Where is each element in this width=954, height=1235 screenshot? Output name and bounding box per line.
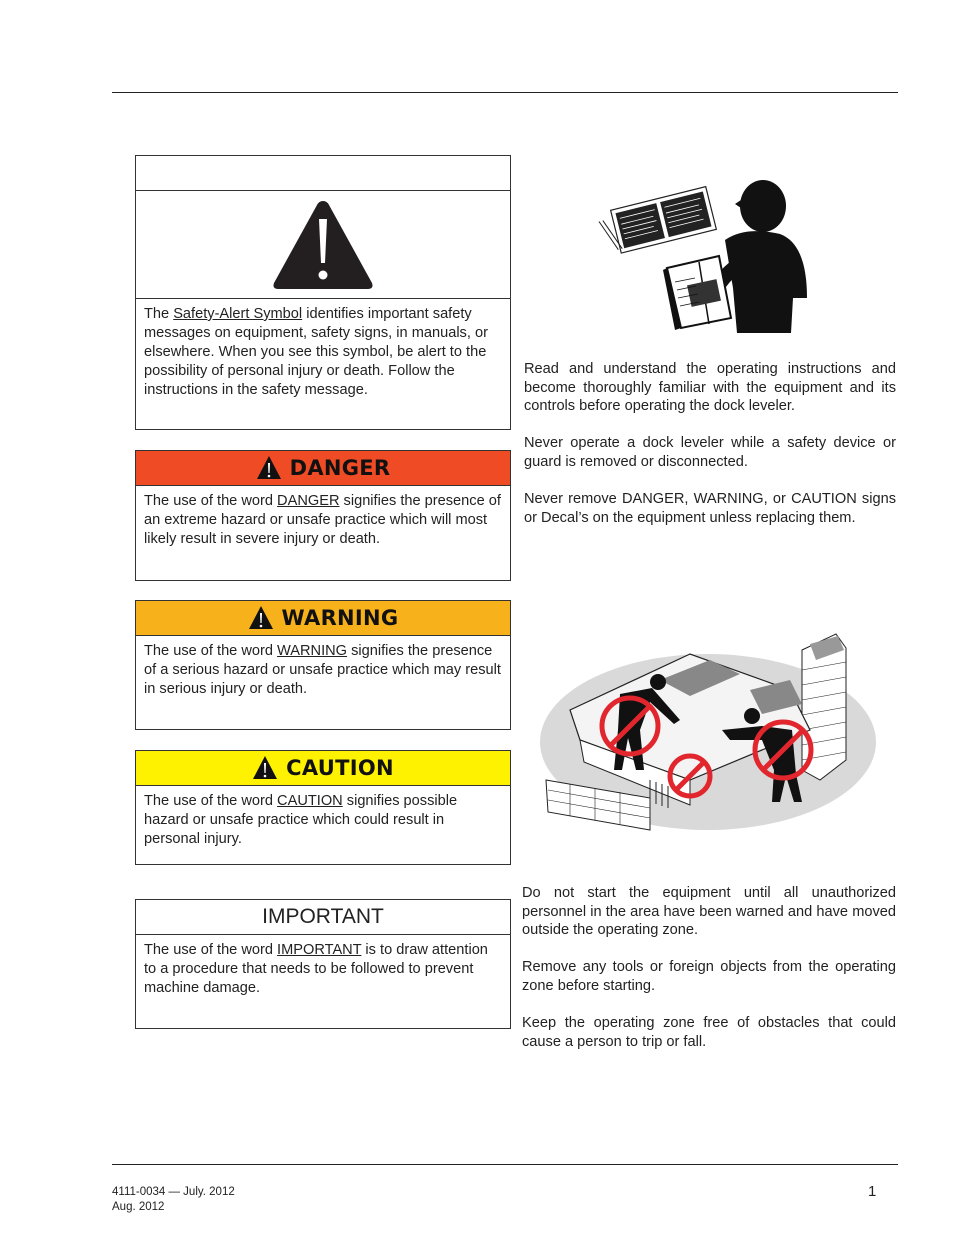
safety-alert-box xyxy=(135,155,511,430)
caution-term: CAUTION xyxy=(277,793,343,809)
caution-text: The use of the word CAUTION signifies possible hazard or unsafe practice which could result in personal injury. xyxy=(144,793,458,847)
zone-paragraph: Do not start the equipment until all unauthorized personnel in the area have been warned and have moved outside the operating zone. xyxy=(522,885,896,939)
danger-alert-icon xyxy=(256,455,282,481)
warning-text: The use of the word WARNING signifies the presence of a serious hazard or unsafe practice which may result in serious injury or death. xyxy=(144,643,501,697)
person-reading-manual-illustration xyxy=(595,178,810,336)
warning-term: WARNING xyxy=(277,643,348,659)
bottom-rule xyxy=(112,1164,898,1165)
instruction-paragraph: Never remove DANGER, WARNING, or CAUTION signs or Decal’s on the equipment unless replacing them. xyxy=(524,491,896,526)
safety-alert-title-bar xyxy=(136,156,510,191)
warning-header xyxy=(136,601,510,636)
danger-text: The use of the word DANGER signifies the presence of an extreme hazard or unsafe practice which will most likely result in severe injury or death. xyxy=(144,493,501,547)
caution-alert-icon xyxy=(252,755,278,781)
safety-alert-text: The Safety-Alert Symbol identifies important safety messages on equipment, safety signs, in manuals, or elsewhere. When you see this symbol, be alert to the possibility of personal injury or death. Follow the instructions in the safety message. xyxy=(144,306,488,398)
caution-header xyxy=(136,751,510,786)
danger-box xyxy=(135,450,511,581)
zone-paragraph: Remove any tools or foreign objects from the operating zone before starting. xyxy=(522,959,896,994)
safety-alert-term: Safety-Alert Symbol xyxy=(173,306,303,322)
danger-header xyxy=(136,451,510,486)
revision-date: Aug. 2012 xyxy=(112,1201,165,1213)
safety-alert-symbol-area xyxy=(136,191,510,299)
doc-number: 4111-0034 — July. 2012 xyxy=(112,1186,235,1198)
footer-doc-info xyxy=(112,1185,235,1215)
caution-word: CAUTION xyxy=(286,756,394,780)
operating-zone-text xyxy=(522,884,896,1070)
instruction-paragraph: Read and understand the operating instructions and become thoroughly familiar with the equipment and its controls before operating the dock leveler. xyxy=(524,361,896,415)
important-term: IMPORTANT xyxy=(277,942,362,958)
warning-box xyxy=(135,600,511,730)
danger-word: DANGER xyxy=(289,456,391,480)
page-number: 1 xyxy=(868,1183,877,1200)
safety-alert-symbol-icon xyxy=(270,197,376,293)
zone-paragraph: Keep the operating zone free of obstacles that could cause a person to trip or fall. xyxy=(522,1015,896,1050)
warning-word: WARNING xyxy=(281,606,399,630)
caution-box xyxy=(135,750,511,865)
important-header xyxy=(136,900,510,935)
danger-term: DANGER xyxy=(277,493,340,509)
top-rule xyxy=(112,92,898,93)
important-text: The use of the word IMPORTANT is to draw attention to a procedure that needs to be followed to prevent machine damage. xyxy=(144,942,488,996)
warning-alert-icon xyxy=(248,605,274,631)
operating-instructions-text xyxy=(524,360,896,546)
important-box xyxy=(135,899,511,1029)
dock-leveler-operating-zone-illustration xyxy=(540,630,880,845)
important-word: IMPORTANT xyxy=(262,905,384,928)
instruction-paragraph: Never operate a dock leveler while a safety device or guard is removed or disconnected. xyxy=(524,435,896,470)
